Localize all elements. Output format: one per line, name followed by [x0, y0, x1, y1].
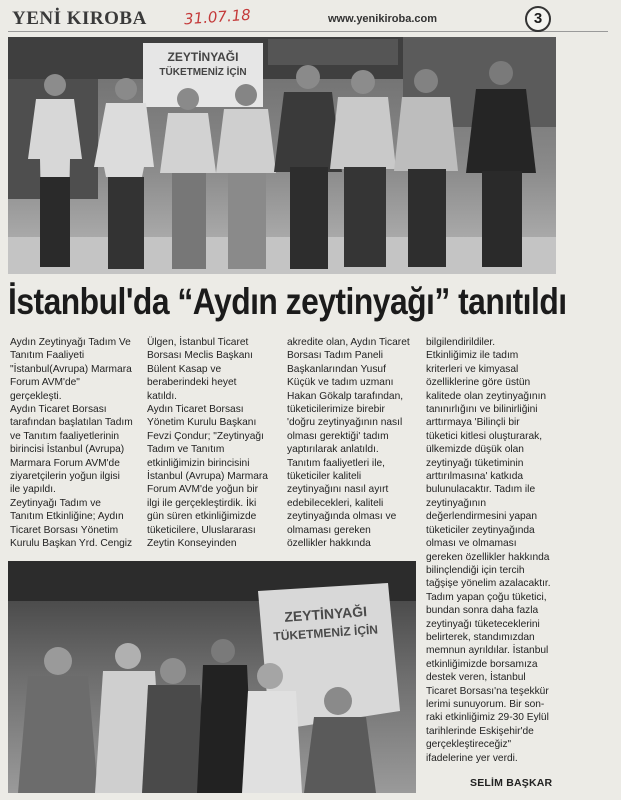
text-line: Yönetim Kurulu Başkanı — [147, 417, 257, 429]
article-column-4 — [426, 336, 564, 765]
text-line: zeytinyağı tüketiminin — [426, 457, 524, 469]
page-number-badge: 3 — [525, 6, 551, 32]
newspaper-logo: YENİ KIROBA — [12, 8, 147, 29]
text-line: katıldı. — [147, 390, 178, 402]
text-line: Küçük ve tadım uzmanı — [287, 377, 394, 389]
text-line: arttırılmasına' katkıda — [426, 471, 524, 483]
text-line: Borsası Tadım Paneli — [287, 350, 384, 362]
author-byline: SELİM BAŞKAR — [470, 777, 553, 789]
text-line: ve Tanıtım faaliyetlerinin — [10, 430, 120, 442]
text-line: tanınırlığını ve bilinirliğini — [426, 404, 538, 416]
text-line: özellikler hakkında — [287, 538, 371, 550]
text-line: lerimi sunuyorum. Bir son- — [426, 698, 545, 710]
text-line: gün süren etkinliğimizde — [147, 511, 257, 523]
text-line: Zeytin Konseyinden — [147, 538, 237, 550]
text-line: ülkemizde düşük olan — [426, 444, 524, 456]
text-line: olmaması gereken — [287, 524, 371, 536]
text-line: ile yapıldı. — [10, 484, 56, 496]
text-line: bilgilendirildiler. — [426, 337, 496, 348]
tasting-event-photo — [8, 561, 416, 793]
text-line: zeytinyağının — [426, 497, 487, 509]
text-line: ilgi ile gerçekleştirdik. İki — [147, 497, 257, 509]
text-line: ifadelerine yer verdi. — [426, 752, 518, 764]
text-line: 'doğru zeytinyağının nasıl — [287, 417, 403, 429]
text-line: birincisi İstanbul (Avrupa) — [10, 444, 125, 456]
text-line: Ticaret Borsası Yönetim — [10, 524, 119, 536]
text-line: Aydın Zeytinyağı Tadım Ve — [10, 337, 131, 348]
text-line: arttırmaya 'Bilinçli bir — [426, 417, 520, 429]
booth-banner-line2: TÜKETMENİZ İÇİN — [273, 622, 379, 644]
text-line: tüketicilerimize birebir — [287, 404, 385, 416]
banner-text-line2: TÜKETMENİZ İÇİN — [159, 67, 247, 78]
text-line: tarafından başlatılan Tadım — [10, 417, 133, 429]
text-line: Başkanlarından Yusuf — [287, 363, 386, 375]
text-line: tağşişe yönelim azalacaktır. — [426, 578, 551, 590]
text-line: etkinliğimizde borsamıza — [426, 658, 538, 670]
text-line: memnun ayrıldılar. İstanbul — [426, 645, 549, 657]
text-line: Borsası Meclis Başkanı — [147, 350, 253, 362]
text-line: akredite olan, Aydın Ticaret — [287, 337, 410, 348]
text-line: Tadım ve Tanıtım — [147, 444, 225, 456]
text-line: Fevzi Çondur; "Zeytinyağı — [147, 430, 264, 442]
text-line: Aydın Ticaret Borsası — [147, 404, 244, 416]
text-line: tüketiciler zeytinyağında — [426, 524, 535, 536]
text-line: bundan sonra daha fazla — [426, 605, 539, 617]
text-line: özelliklerine göre üstün — [426, 377, 531, 389]
text-line: Tanıtım faaliyetleri ile, — [287, 457, 385, 469]
handwritten-date: 31.07.18 — [183, 5, 252, 29]
text-line: Etkinliğimiz ile tadım — [426, 350, 519, 362]
masthead — [8, 6, 608, 32]
text-line: edebilecekleri, kaliteli — [287, 497, 384, 509]
text-line: kriterleri ve kimyasal — [426, 363, 519, 375]
text-line: belirterek, standımızdan — [426, 631, 535, 643]
text-line: gerçekleşti. — [10, 390, 62, 402]
text-line: yaptırılarak anlatıldı. — [287, 444, 379, 456]
text-line: olması ve olmaması — [426, 538, 517, 550]
text-line: gereken özellikler hakkında — [426, 551, 550, 563]
text-line: zeytinyağında olması ve — [287, 511, 397, 523]
text-line: etkinliğimizin birincisini — [147, 457, 250, 469]
text-line: olması gerektiği' tadım — [287, 430, 389, 442]
text-line: Hakan Gökalp tarafından, — [287, 390, 404, 402]
article-headline: İstanbul'da “Aydın zeytinyağı” tanıtıldı — [8, 281, 567, 322]
text-line: zeytinyağını nasıl ayırt — [287, 484, 389, 496]
text-line: gerçekleştireceğiz" — [426, 739, 512, 751]
text-line: zeytinyağı tüketeceklerini — [426, 618, 540, 630]
text-line: Forum AVM'de yoğun bir — [147, 484, 259, 496]
article-column-1 — [10, 336, 140, 551]
text-line: tarihlerinde Eskişehir'de — [426, 725, 534, 737]
article-column-2 — [147, 336, 282, 551]
website-url: www.yenikiroba.com — [328, 13, 438, 25]
text-line: Forum AVM'de" — [10, 377, 80, 389]
booth-banner-line1: ZEYTİNYAĞI — [283, 603, 368, 625]
text-line: tüketicilere, Uluslararası — [147, 524, 256, 536]
text-line: Tadım yapan çoğu tüketici, — [426, 591, 547, 603]
text-line: Kurulu Başkan Yrd. Cengiz — [10, 538, 133, 550]
text-line: raki etkinliğimiz 29-30 Eylül — [426, 712, 549, 724]
group-photo — [8, 37, 556, 274]
text-line: Ülgen, İstanbul Ticaret — [147, 337, 249, 348]
text-line: Aydın Ticaret Borsası — [10, 404, 107, 416]
text-line: "İstanbul(Avrupa) Marmara — [10, 363, 132, 375]
text-line: ziyaretçilerin yoğun ilgisi — [10, 471, 120, 483]
text-line: tüketiciler kaliteli — [287, 471, 362, 483]
text-line: destek veren, İstanbul — [426, 672, 526, 684]
text-line: beraberindeki heyet — [147, 377, 237, 389]
text-line: Tanıtım Etkinliğine; Aydın — [10, 511, 124, 523]
text-line: bulunulacaktır. Tadım ile — [426, 484, 536, 496]
text-line: bilinçlendiği için tercih — [426, 564, 525, 576]
text-line: değerlendirmesini yapan — [426, 511, 537, 523]
text-line: Ticaret Borsası'na teşekkür — [426, 685, 549, 697]
text-line: Bülent Kasap ve — [147, 363, 222, 375]
text-line: Marmara Forum AVM'de — [10, 457, 120, 469]
text-line: kalitede olan zeytinyağının — [426, 390, 547, 402]
text-line: Tanıtım Faaliyeti — [10, 350, 85, 362]
text-line: Zeytinyağı Tadım ve — [10, 497, 101, 509]
banner-text-line1: ZEYTİNYAĞI — [167, 50, 239, 64]
article-column-3 — [287, 336, 419, 551]
text-line: İstanbul (Avrupa) Marmara — [147, 471, 268, 483]
text-line: tüketici kitlesi oluşturarak, — [426, 430, 543, 442]
